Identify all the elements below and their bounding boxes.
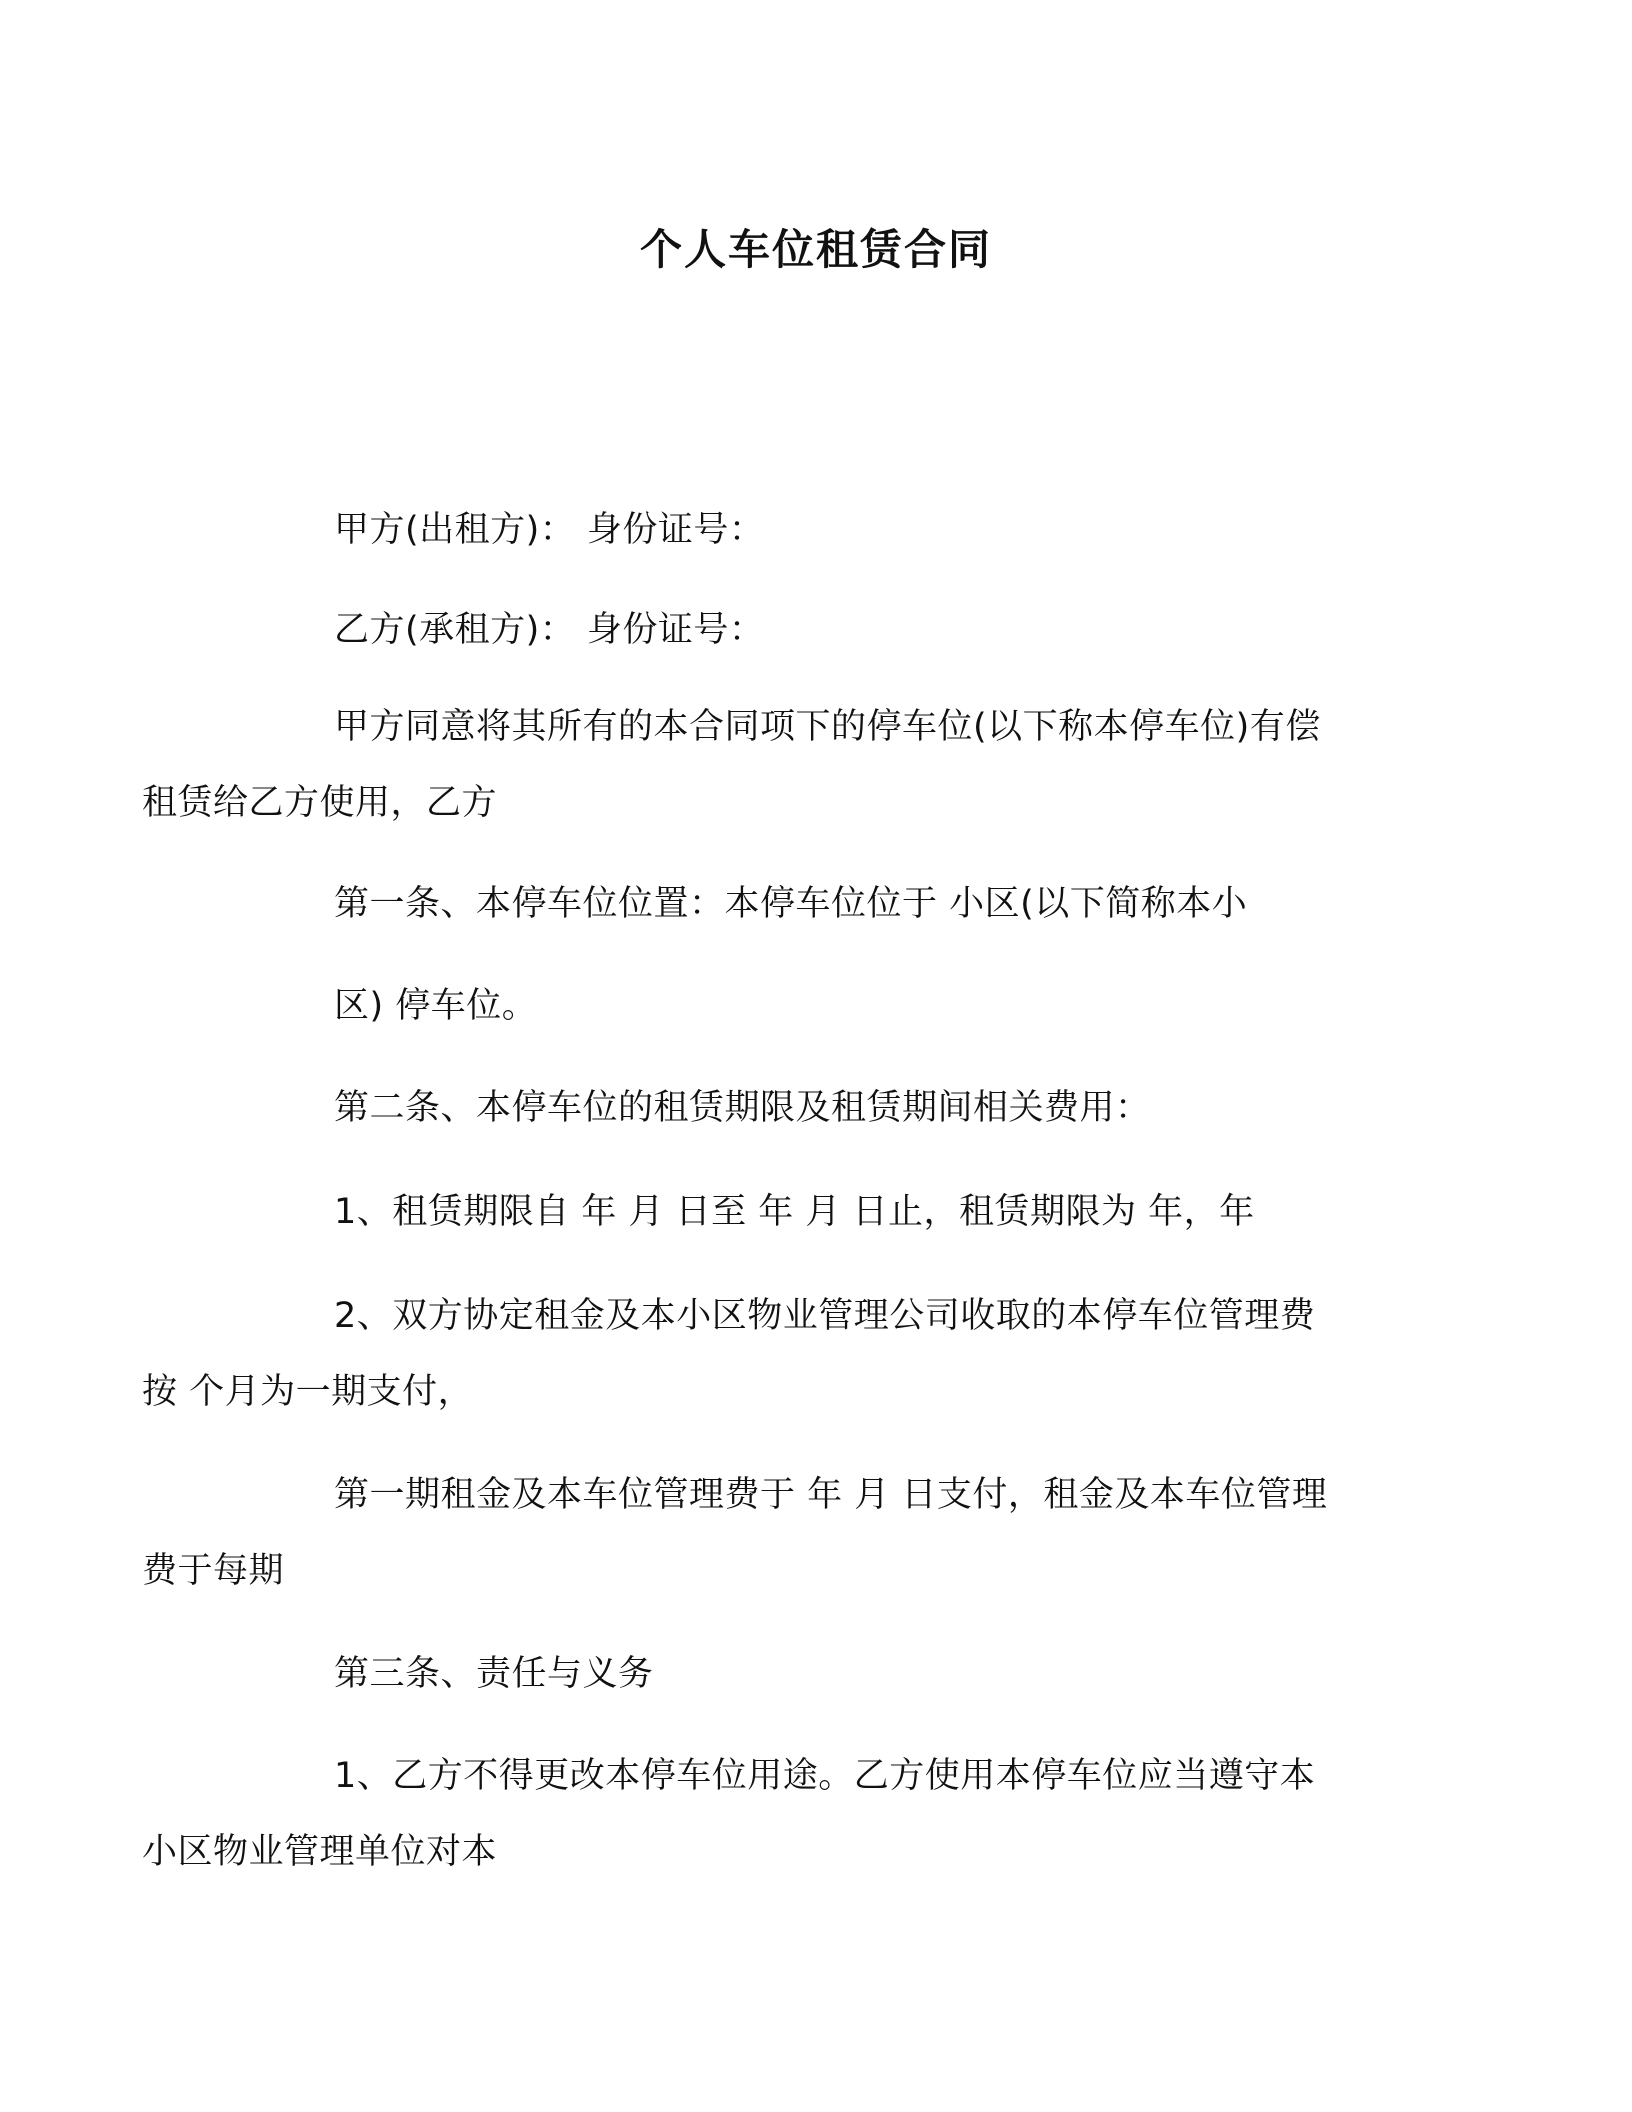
text-line: 第一期租金及本车位管理费于 年 月 日支付，租金及本车位管理	[334, 1475, 1328, 1515]
agreement-paragraph	[142, 689, 1368, 841]
text-line: 租赁给乙方使用，乙方	[142, 783, 498, 823]
text-line: 按 个月为一期支付，	[142, 1372, 474, 1412]
first-payment-paragraph	[142, 1457, 1368, 1609]
article-2-heading	[238, 1070, 1368, 1146]
text-line: 乙方(承租方)： 身份证号：	[334, 610, 765, 650]
text-line: 费于每期	[142, 1551, 285, 1591]
party-a-line	[238, 492, 1368, 568]
text-line: 1、租赁期限自 年 月 日至 年 月 日止，租赁期限为 年，年	[334, 1192, 1255, 1232]
party-b-line	[238, 592, 1368, 668]
article-1-paragraph	[238, 866, 1368, 942]
text-line: 2、双方协定租金及本小区物业管理公司收取的本停车位管理费	[334, 1296, 1316, 1336]
article-2-item-2	[142, 1278, 1368, 1430]
text-line: 第二条、本停车位的租赁期限及租赁期间相关费用：	[334, 1088, 1151, 1128]
article-1-continuation	[238, 968, 1368, 1044]
text-line: 第一条、本停车位位置：本停车位位于 小区(以下简称本小	[334, 884, 1248, 924]
text-line: 小区物业管理单位对本	[142, 1832, 498, 1872]
article-3-heading	[238, 1636, 1368, 1712]
article-2-item-1	[238, 1174, 1368, 1250]
document-title: 个人车位租赁合同	[639, 225, 992, 274]
text-line: 甲方(出租方)： 身份证号：	[334, 510, 765, 550]
text-line: 甲方同意将其所有的本合同项下的停车位(以下称本停车位)有偿	[334, 707, 1321, 747]
article-3-item-1	[142, 1738, 1368, 1890]
text-line: 第三条、责任与义务	[334, 1654, 654, 1694]
text-line: 1、乙方不得更改本停车位用途。乙方使用本停车位应当遵守本	[334, 1756, 1316, 1796]
text-line: 区) 停车位。	[334, 986, 538, 1026]
